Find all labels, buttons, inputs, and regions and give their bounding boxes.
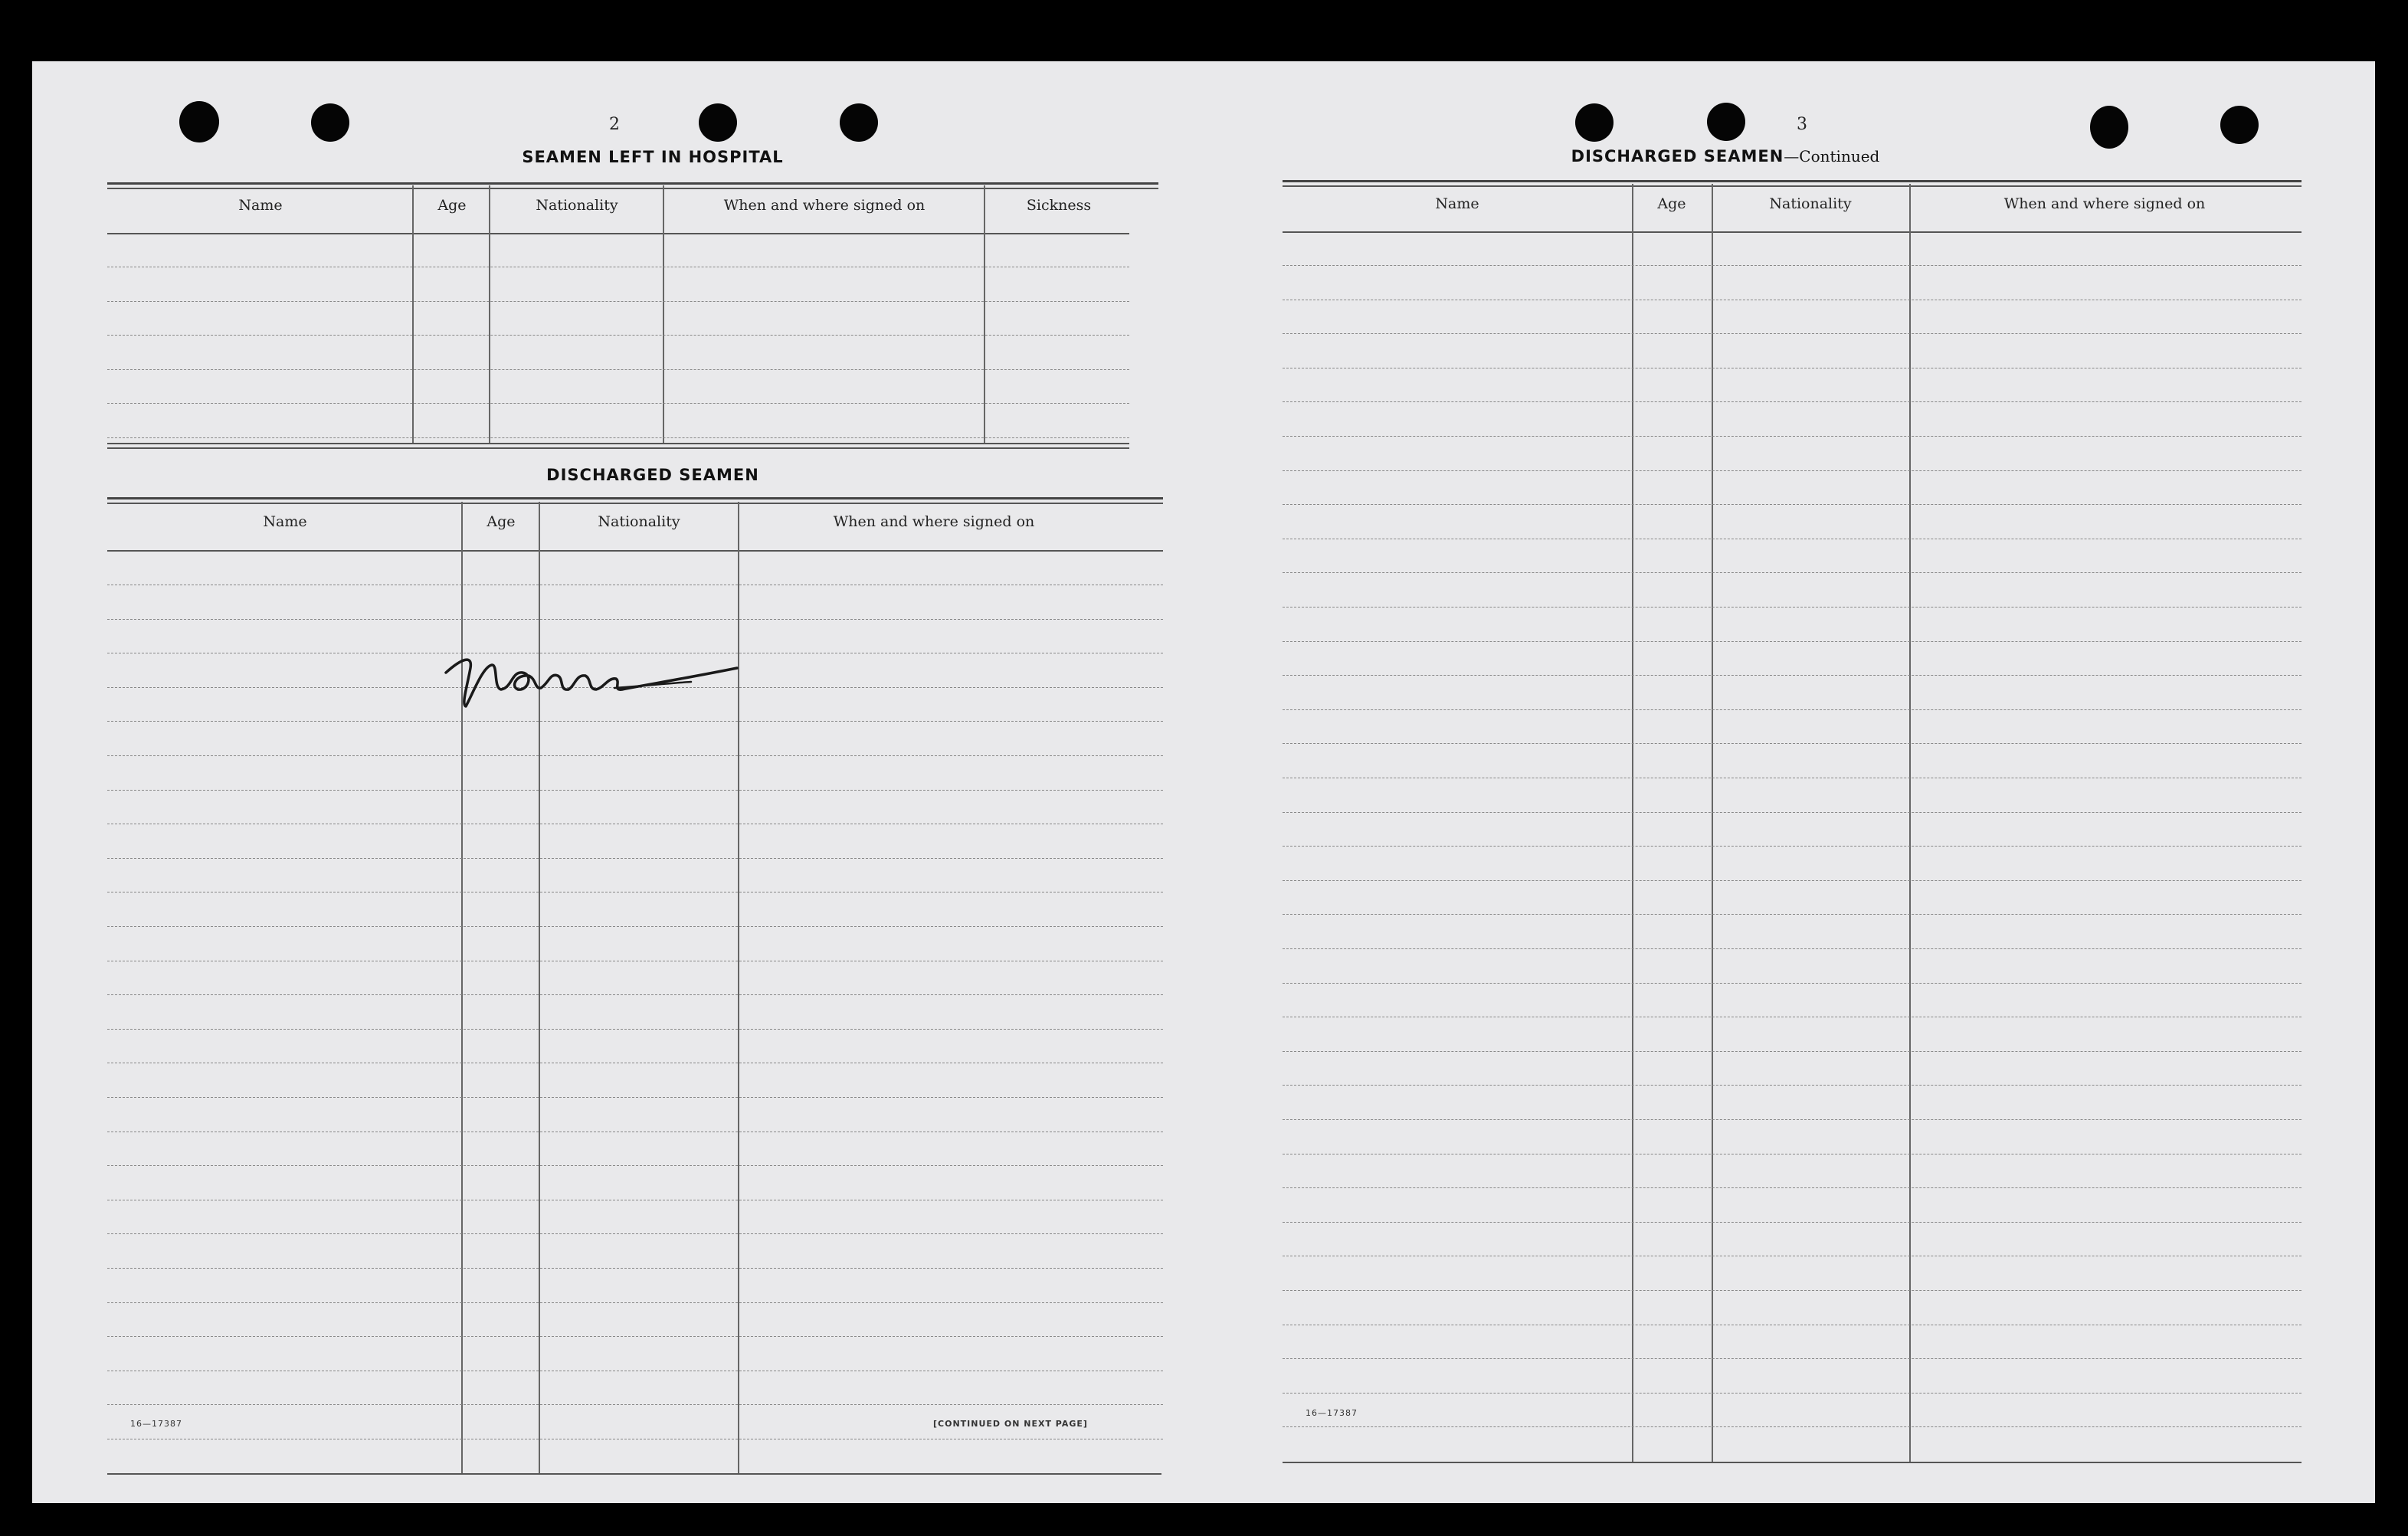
ruled-line [107, 335, 1129, 336]
ruled-line [1283, 948, 2302, 949]
ruled-line [107, 1165, 1163, 1166]
right-section-title [1564, 147, 1886, 165]
hospital-section-title: SEAMEN LEFT IN HOSPITAL [522, 148, 784, 166]
ruled-line [1283, 1222, 2302, 1223]
discharged-section-title: DISCHARGED SEAMEN [546, 466, 759, 484]
ruled-line [1283, 1426, 2302, 1427]
hospital-col-divider [984, 185, 985, 443]
form-number-left: 16—17387 [130, 1419, 182, 1429]
page-number-right: 3 [1797, 115, 1807, 134]
ruled-line [107, 437, 1129, 438]
right-section-title-suffix: —Continued [1784, 147, 1880, 165]
hospital-header-rule [107, 233, 1129, 234]
right-col-nationality: Nationality [1769, 195, 1852, 212]
ruled-line [1283, 641, 2302, 642]
ruled-line [1283, 1119, 2302, 1120]
right-section-title-main: DISCHARGED SEAMEN [1571, 147, 1784, 165]
ruled-line [107, 403, 1129, 404]
hospital-col-age: Age [437, 197, 467, 214]
hospital-table-top-rule [107, 182, 1158, 185]
ruled-line [1283, 265, 2302, 266]
right-col-divider [1632, 184, 1633, 1462]
continued-note: [CONTINUED ON NEXT PAGE] [933, 1419, 1088, 1429]
ruled-line [107, 790, 1163, 791]
discharged-col-signed-on: When and where signed on [833, 513, 1035, 530]
right-table-top-rule [1283, 185, 2302, 187]
ruled-line [107, 994, 1163, 995]
right-col-name: Name [1435, 195, 1479, 212]
hospital-col-divider [489, 185, 490, 443]
punch-hole [1707, 103, 1745, 141]
right-col-age: Age [1657, 195, 1686, 212]
right-table-top-rule [1283, 180, 2302, 182]
right-col-signed-on: When and where signed on [2003, 195, 2206, 212]
ruled-line [107, 619, 1163, 620]
ruled-line [1283, 675, 2302, 676]
ruled-line [1283, 914, 2302, 915]
hospital-col-nationality: Nationality [536, 197, 618, 214]
ruled-line [107, 858, 1163, 859]
discharged-header-rule [107, 550, 1163, 552]
discharged-col-age: Age [487, 513, 516, 530]
hospital-table-bottom-rule [107, 443, 1129, 444]
ruled-line [1283, 1187, 2302, 1188]
discharged-table-top-rule [107, 503, 1163, 504]
ruled-line [107, 721, 1163, 722]
ruled-line [1283, 812, 2302, 813]
discharged-col-nationality: Nationality [598, 513, 680, 530]
right-header-rule [1283, 231, 2302, 233]
hospital-col-divider [663, 185, 664, 443]
punch-hole [1575, 103, 1614, 142]
hospital-col-divider [412, 185, 414, 443]
ruled-line [1283, 1393, 2302, 1394]
ruled-line [1283, 709, 2302, 710]
hospital-col-name: Name [238, 197, 283, 214]
punch-hole [699, 103, 737, 142]
punch-hole [179, 101, 219, 142]
ruled-line [1283, 880, 2302, 881]
right-col-divider [1712, 184, 1713, 1462]
ruled-line [107, 1233, 1163, 1234]
ruled-line [1283, 607, 2302, 608]
ruled-line [1283, 1051, 2302, 1052]
ruled-line [107, 1404, 1163, 1405]
ruled-line [107, 369, 1129, 370]
hospital-col-signed-on: When and where signed on [723, 197, 926, 214]
right-table-bottom-rule [1283, 1462, 2302, 1463]
ruled-line [107, 1268, 1163, 1269]
ruled-line [1283, 333, 2302, 334]
ruled-line [1283, 1358, 2302, 1359]
ruled-line [107, 1336, 1163, 1337]
punch-hole [2090, 106, 2128, 149]
ruled-line [1283, 436, 2302, 437]
ruled-line [1283, 1290, 2302, 1291]
ruled-line [107, 1302, 1163, 1303]
punch-hole [840, 103, 878, 142]
hospital-table-top-rule [107, 188, 1158, 189]
discharged-col-name: Name [263, 513, 307, 530]
form-sheet [32, 61, 2375, 1503]
ruled-line [107, 755, 1163, 756]
ruled-line [107, 301, 1129, 302]
ruled-line [1283, 846, 2302, 847]
ruled-line [1283, 470, 2302, 471]
ruled-line [107, 1029, 1163, 1030]
ruled-line [1283, 504, 2302, 505]
punch-hole [2220, 106, 2259, 144]
ruled-line [1283, 1085, 2302, 1086]
ruled-line [1283, 983, 2302, 984]
hospital-col-sickness: Sickness [1026, 197, 1092, 214]
ruled-line [107, 1097, 1163, 1098]
punch-hole [311, 103, 349, 142]
discharged-table-bottom-rule [107, 1473, 1161, 1475]
discharged-table-top-rule [107, 497, 1163, 499]
right-col-divider [1909, 184, 1911, 1462]
ruled-line [1283, 572, 2302, 573]
form-number-right: 16—17387 [1306, 1408, 1358, 1418]
handwritten-none-signature [438, 628, 745, 720]
page-number-left: 2 [609, 115, 620, 134]
ruled-line [1283, 743, 2302, 744]
ruled-line [107, 926, 1163, 927]
hospital-table-bottom-rule [107, 447, 1129, 449]
ruled-line [1283, 401, 2302, 402]
